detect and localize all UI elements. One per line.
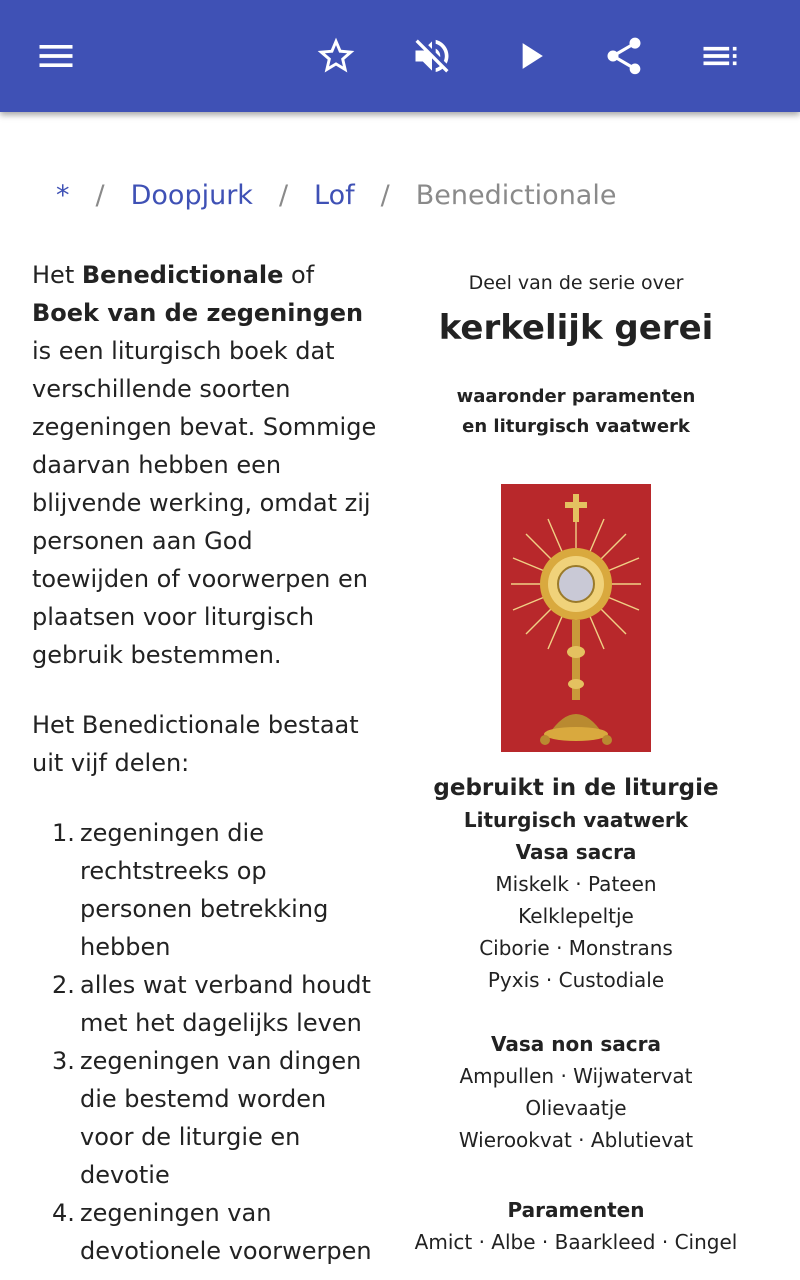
parts-list [32,814,377,1270]
group-line[interactable]: Ampullen · Wijwatervat [459,1064,693,1088]
group-line[interactable]: Amict · Albe · Baarkleed · Cingel [414,1230,738,1254]
menu-icon [34,34,78,78]
toc-icon [698,34,742,78]
breadcrumb-item-lof[interactable]: Lof [314,180,355,211]
monstrance-image[interactable] [501,484,651,752]
breadcrumb-item-doopjurk[interactable]: Doopjurk [130,180,253,211]
breadcrumb [56,180,616,211]
menu-button[interactable] [32,32,80,80]
bold-term: Boek van de zegeningen [32,299,364,327]
text-run: of [283,261,315,289]
share-icon [602,34,646,78]
list-item [32,814,377,966]
group-line[interactable]: Kelklepeltje [518,904,634,928]
group-line[interactable]: Pyxis · Custodiale [487,968,665,992]
mute-button[interactable] [408,32,456,80]
breadcrumb-separator: / [278,180,289,211]
play-button[interactable] [506,32,554,80]
breadcrumb-current: Benedictionale [415,180,617,211]
star-icon [314,34,358,78]
list-item [32,966,377,1042]
list-item [32,1042,377,1194]
app-toolbar [0,0,800,112]
group-heading[interactable]: Vasa sacra [515,840,637,864]
contents-button[interactable] [696,32,744,80]
infobox-title[interactable]: kerkelijk gerei [438,308,714,348]
infobox-subtitle-line: waaronder paramenten [456,386,696,407]
infobox-intro: Deel van de serie over [468,272,684,294]
text-run: is een liturgisch boek dat verschillende soorten zegeningen bevat. Sommige daarvan hebben een blijvende werking, omdat zij personen aan God toewijden of voorwerpen en plaatsen voor liturgisch gebruik bestemmen. [32,337,377,669]
bold-term: Benedictionale [81,261,284,289]
spacer [404,996,748,1028]
list-text: zegeningen van dingen die bestemd worden voor de liturgie en devotie [80,1047,362,1189]
vasa-non-sacra-group [404,1028,748,1156]
breadcrumb-separator: / [95,180,105,211]
list-number: 3. [52,1047,75,1075]
list-number: 2. [52,971,75,999]
infobox-subtitle-line: en liturgisch vaatwerk [462,416,690,437]
series-infobox [404,268,748,1258]
list-text: zegeningen van devotionele voorwerpen [80,1199,372,1265]
infobox-subtitle [404,382,748,442]
list-text: alles wat verband houdt met het dagelijks leven [80,971,371,1037]
list-number: 4. [52,1199,75,1227]
list-item [32,1194,377,1270]
volume-off-icon [410,34,454,78]
favorite-button[interactable] [312,32,360,80]
breadcrumb-item-home[interactable]: * [56,180,70,211]
text-run: Het [32,261,82,289]
intro-paragraph [32,256,377,674]
play-icon [508,34,552,78]
group-line[interactable]: Ciborie · Monstrans [479,936,673,960]
list-number: 1. [52,819,75,847]
group-line[interactable]: Wierookvat · Ablutievat [458,1128,694,1152]
group-line[interactable]: Olievaatje [525,1096,627,1120]
share-button[interactable] [600,32,648,80]
parts-paragraph: Het Benedictionale bestaat uit vijf delen: [32,711,359,777]
breadcrumb-separator: / [380,180,390,211]
vaatwerk-group [404,804,748,996]
paramenten-group [404,1194,748,1258]
group-heading[interactable]: Liturgisch vaatwerk [463,808,689,832]
group-line[interactable]: Miskelk · Pateen [495,872,657,896]
group-heading[interactable]: Paramenten [507,1198,645,1222]
group-heading[interactable]: Vasa non sacra [490,1032,662,1056]
list-text: zegeningen die rechtstreeks op personen betrekking hebben [80,819,329,961]
spacer [404,1156,748,1194]
monstrance-illustration [501,484,651,752]
infobox-caption: gebruikt in de liturgie [433,775,719,801]
article-body [32,256,377,1270]
